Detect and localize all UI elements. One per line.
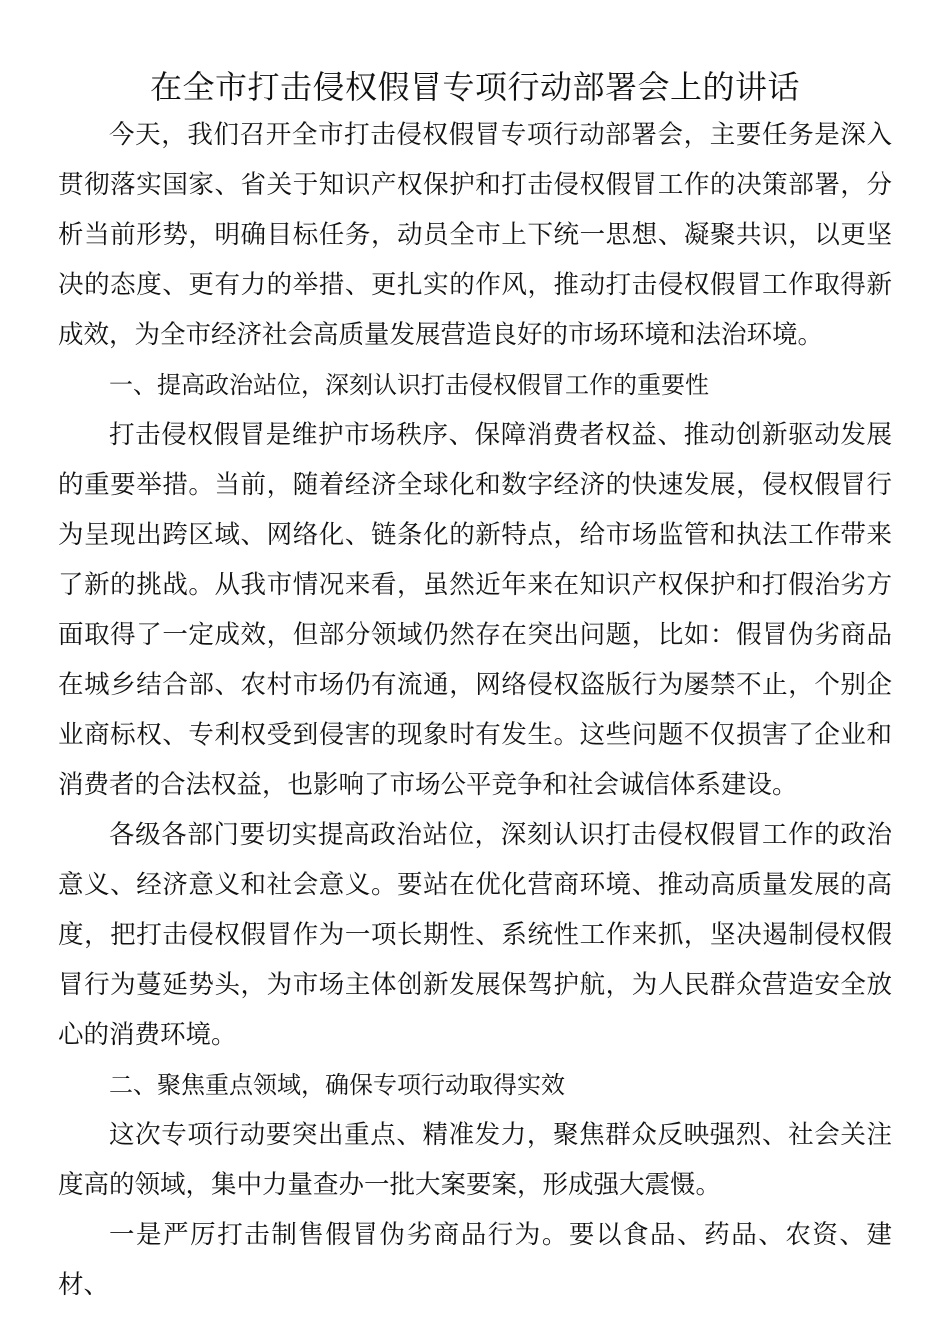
section-heading-1: 一、提高政治站位，深刻认识打击侵权假冒工作的重要性 (109, 371, 709, 399)
paragraph-opening: 今天，我们召开全市打击侵权假冒专项行动部署会，主要任务是深入贯彻落实国家、省关于知识产权保护和打击侵权假冒工作的决策部署，分析当前形势，明确目标任务，动员全市上下统一思想、凝聚共识，以更坚决的态度、更有力的举措、更扎实的作风，推动打击侵权假冒工作取得新成效，为全市经济社会高质量发展营造良好的市场环境和法治环境。 (58, 120, 892, 350)
document-title: 在全市打击侵权假冒专项行动部署会上的讲话 (149, 68, 800, 106)
paragraph-importance: 打击侵权假冒是维护市场秩序、保障消费者权益、推动创新驱动发展的重要举措。当前，随着经济全球化和数字经济的快速发展，侵权假冒行为呈现出跨区域、网络化、链条化的新特点，给市场监管和执法工作带来了新的挑战。从我市情况来看，虽然近年来在知识产权保护和打假治劣方面取得了一定成效，但部分领域仍然存在突出问题，比如：假冒伪劣商品在城乡结合部、农村市场仍有流通，网络侵权盗版行为屡禁不止，个别企业商标权、专利权受到侵害的现象时有发生。这些问题不仅损害了企业和消费者的合法权益，也影响了市场公平竞争和社会诚信体系建设。 (58, 420, 892, 800)
paragraph-first-measure: 一是严厉打击制售假冒伪劣商品行为。要以食品、药品、农资、建材、 (58, 1220, 892, 1300)
paragraph-political-stance: 各级各部门要切实提高政治站位，深刻认识打击侵权假冒工作的政治意义、经济意义和社会意义。要站在优化营商环境、推动高质量发展的高度，把打击侵权假冒作为一项长期性、系统性工作来抓，坚决遏制侵权假冒行为蔓延势头，为市场主体创新发展保驾护航，为人民群众营造安全放心的消费环境。 (58, 820, 892, 1050)
paragraph-focus-areas: 这次专项行动要突出重点、精准发力，聚焦群众反映强烈、社会关注度高的领域，集中力量查办一批大案要案，形成强大震慑。 (58, 1120, 892, 1200)
section-heading-2: 二、聚焦重点领域，确保专项行动取得实效 (109, 1071, 565, 1099)
